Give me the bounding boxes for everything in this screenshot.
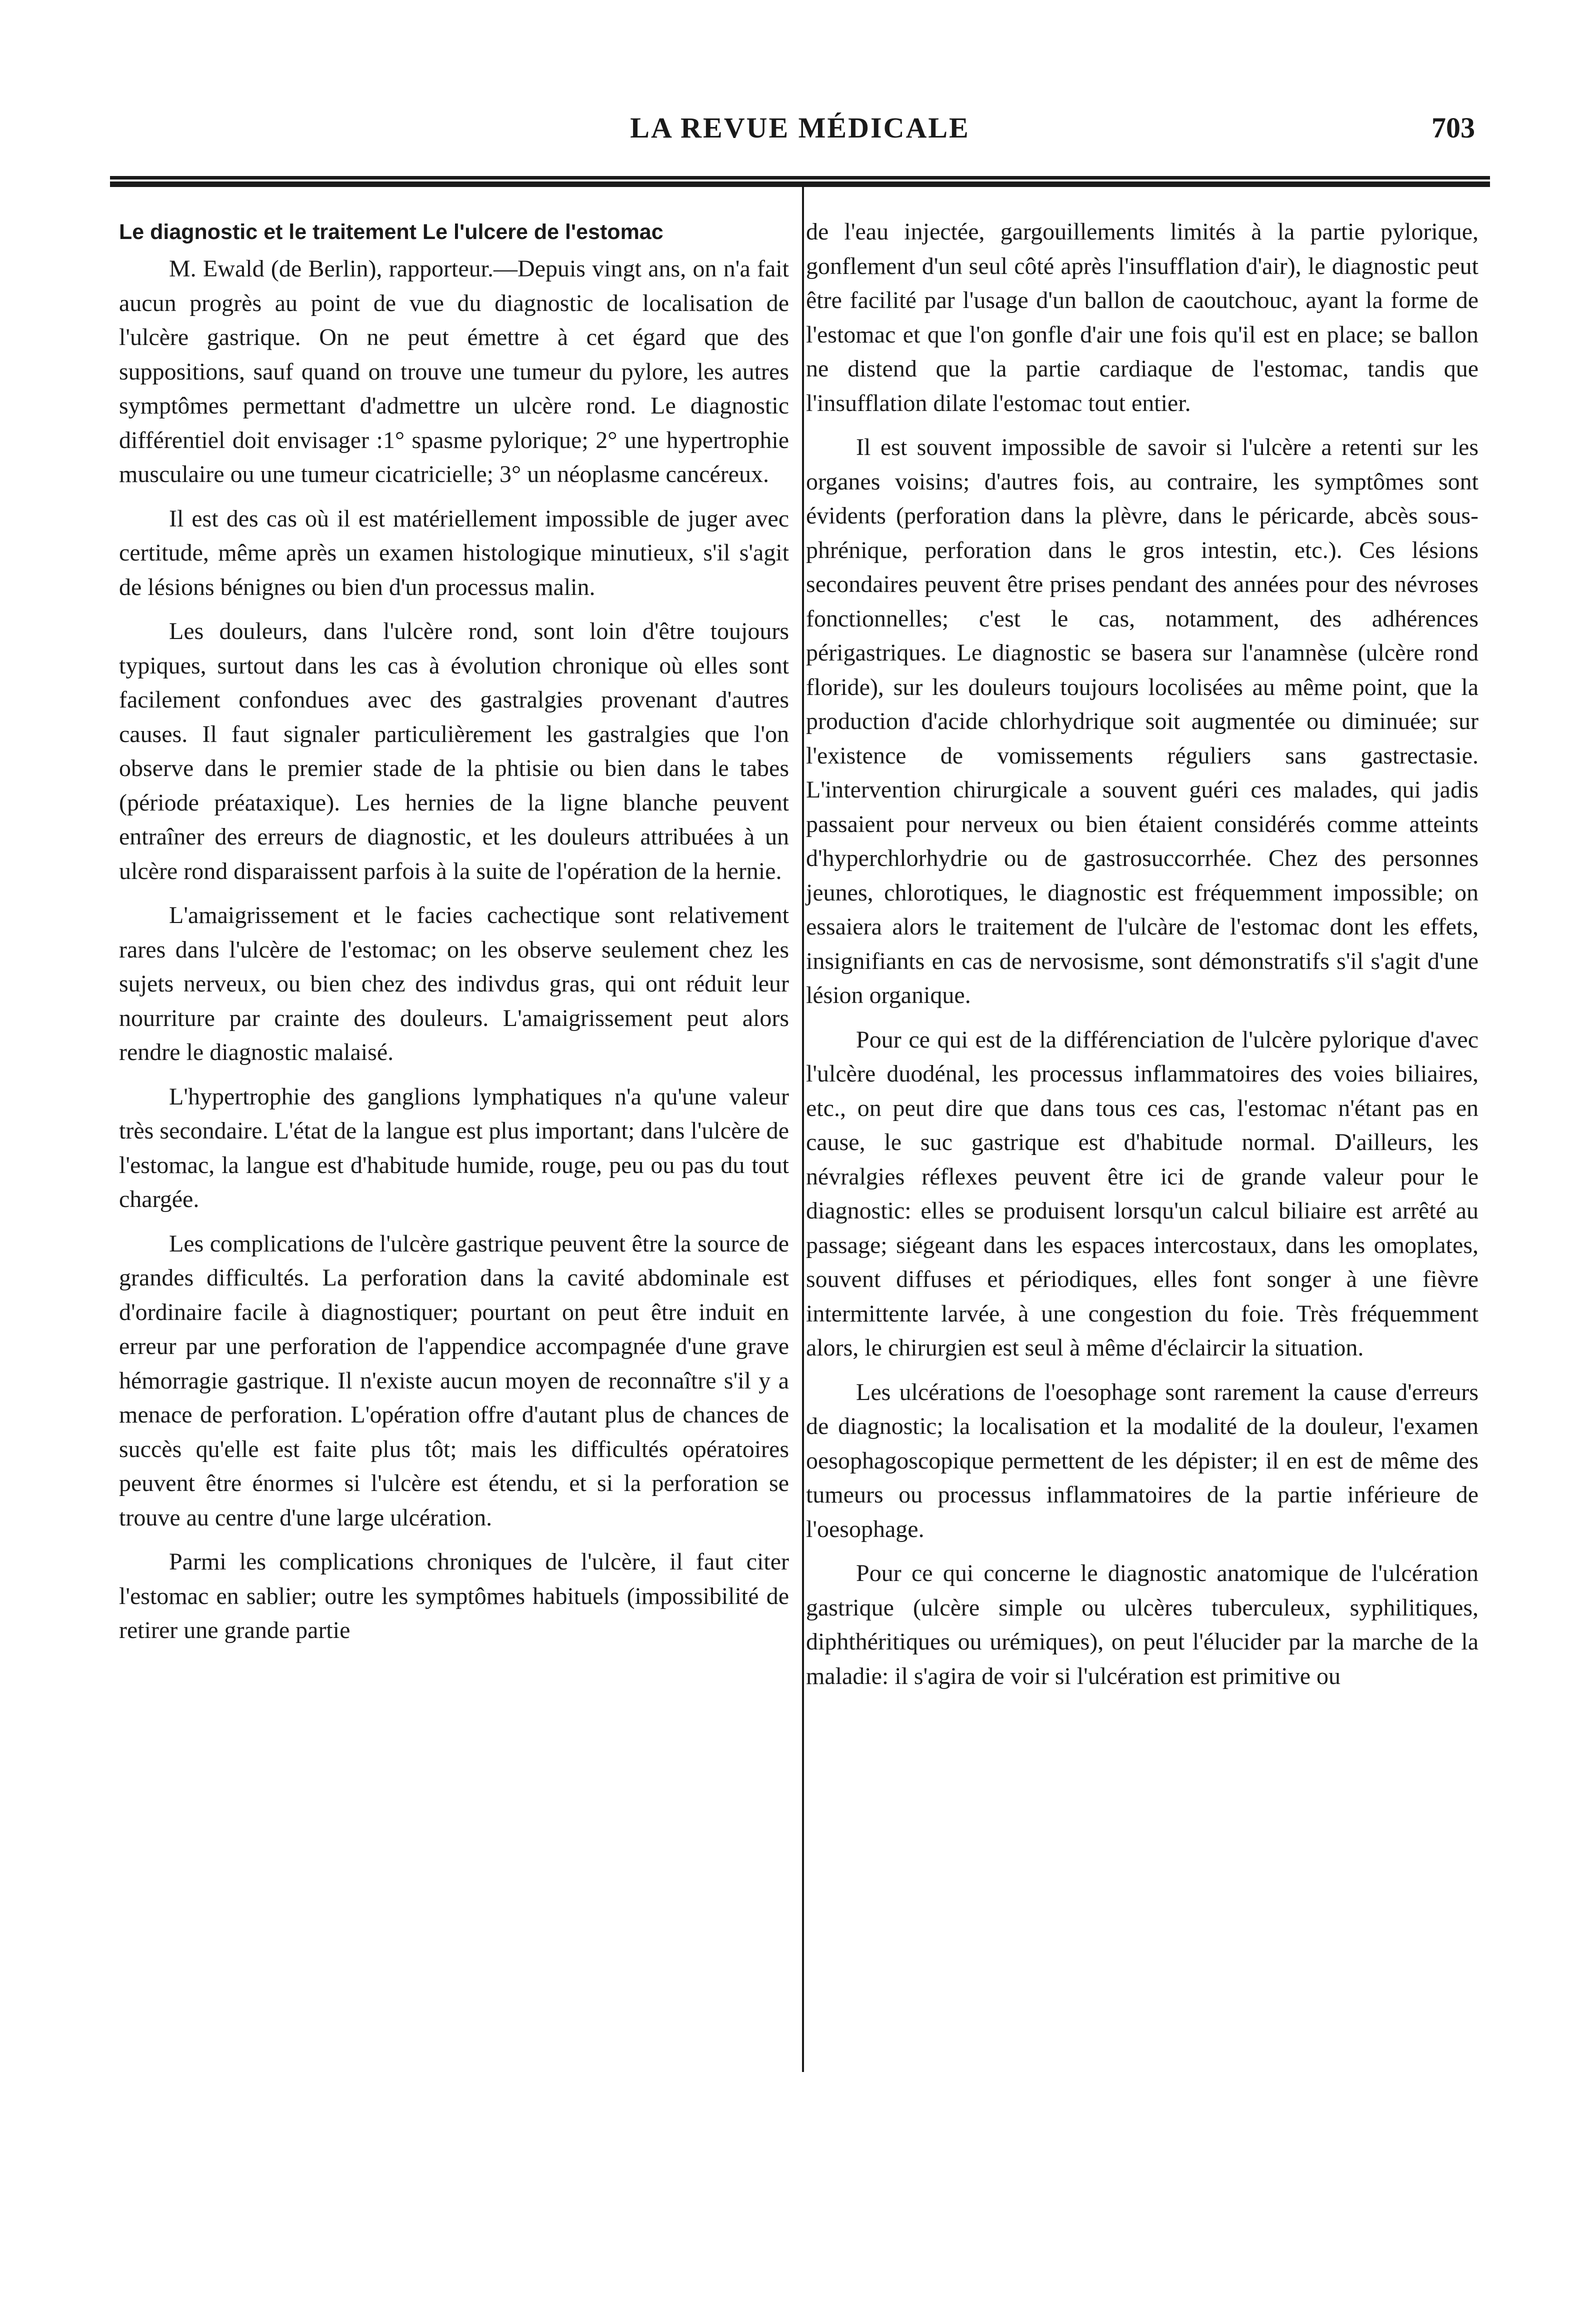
paragraph-continuation: de l'eau injectée, gargouillements limités à la partie pylorique, gonflement d'un seul côté après l'insufflation d'air), le diagnostic peut être facilité par l'usage d'un ballon de caoutchouc, ayant la forme de l'estomac et que l'on gonfle d'air une fois qu'il est en place; se ballon ne distend que la partie cardiaque de l'estomac, tandis que l'insufflation dilate l'estomac tout entier. [806,218,1478,416]
journal-title: LA REVUE MÉDICALE [630,112,970,144]
page-header [110,111,1490,151]
paragraph-hypertrophie: L'hypertrophie des ganglions lymphatiques n'a qu'une valeur très secondaire. L'état de la langue est plus important; dans l'ulcère de l'estomac, la langue est d'habitude humide, rouge, peu ou pas du tout chargée. [119,1083,789,1212]
right-column [806,215,1478,1694]
header-rule [110,176,1490,187]
section-heading: Le diagnostic et le traitement Le l'ulcere de l'estomac [119,220,664,244]
paragraph-oesophage: Les ulcérations de l'oesophage sont rarement la cause d'erreurs de diagnostic; la localisation et la modalité de la douleur, l'examen oesophagoscopique permettent de les dépister; il en est de même des tumeurs ou processus inflammatoires de la partie inférieure de l'oesophage. [806,1378,1478,1542]
paragraph-amaigrissement: L'amaigrissement et le facies cachectique sont relativement rares dans l'ulcère de l'estomac; on les observe seulement chez les sujets nerveux, ou bien chez des indivdus gras, qui ont réduit leur nourriture par crainte des douleurs. L'amaigrissement peut alors rendre le diagnostic malaisé. [119,902,789,1066]
page-number: 703 [1432,112,1475,144]
paragraph-ewald-intro: M. Ewald (de Berlin), rapporteur.—Depuis vingt ans, on n'a fait aucun progrès au point de vue du diagnostic de localisation de l'ulcère gastrique. On ne peut émettre à cet égard que des suppositions, sauf quand on trouve une tumeur du pylore, les autres symptômes permettant d'admettre un ulcère rond. Le diagnostic différentiel doit envisager :1° spasme pylorique; 2° une hypertrophie musculaire ou une tumeur cicatricielle; 3° un néoplasme cancéreux. [119,256,789,488]
paragraph-sablier: Parmi les complications chroniques de l'ulcère, il faut citer l'estomac en sablier; outre les symptômes habituels (impossibilité de retirer une grande partie [119,1548,789,1644]
paragraph-organes-voisins: Il est souvent impossible de savoir si l'ulcère a retenti sur les organes voisins; d'autres fois, au contraire, les symptômes sont évidents (perforation dans la plèvre, dans le péricarde, abcès sous-phrénique, perforation dans le gros intestin, etc.). Ces lésions secondaires peuvent être prises pendant des années pour des névroses fonctionnelles; c'est le cas, notamment, des adhérences périgastriques. Le diagnostic se basera sur l'anamnèse (ulcère rond floride), sur les douleurs toujours locolisées au même point, que la production d'acide chlorhydrique soit augmentée ou diminuée; sur l'existence de vomissements réguliers sans gastrectasie. L'intervention chirurgicale a souvent guéri ces malades, qui jadis passaient pour nerveux ou bien étaient considérés comme atteints d'hyperchlorhydrie ou de gastrosuccorrhée. Chez des personnes jeunes, chlorotiques, le diagnostic est fréquemment impossible; on essaiera alors le traitement de l'ulcàre de l'estomac dont les effets, insignifiants en cas de nervosisme, sont démonstratifs s'il s'agit d'une lésion organique. [806,434,1478,1008]
paragraph-diagnostic-anatomique: Pour ce qui concerne le diagnostic anatomique de l'ulcération gastrique (ulcère simple ou ulcères tuberculeux, syphilitiques, diphthéritiques ou urémiques), on peut l'élucider par la marche de la maladie: il s'agira de voir si l'ulcération est primitive ou [806,1560,1478,1690]
column-divider [802,187,804,2072]
paragraph-differenciation: Pour ce qui est de la différenciation de l'ulcère pylorique d'avec l'ulcère duodénal, les processus inflammatoires des voies biliaires, etc., on peut dire que dans tous ces cas, l'estomac n'étant pas en cause, le suc gastrique est d'habitude normal. D'ailleurs, les névralgies réflexes peuvent être ici de grande valeur pour le diagnostic: elles se produisent lorsqu'un calcul biliaire est arrêté au passage; siégeant dans les espaces intercostaux, dans les omoplates, souvent diffuses et périodiques, elles font songer à une fièvre intermittente larvée, à une congestion du foie. Très fréquemment alors, le chirurgien est seul à même d'éclaircir la situation. [806,1026,1478,1361]
paragraph-complications: Les complications de l'ulcère gastrique peuvent être la source de grandes difficultés. La perforation dans la cavité abdominale est d'ordinaire facile à diagnostiquer; pourtant on peut être induit en erreur par une perforation de l'appendice accompagnée d'une grave hémorragie gastrique. Il n'existe aucun moyen de reconnaître s'il y a menace de perforation. L'opération offre d'autant plus de chances de succès qu'elle est faite plus tôt; mais les difficultés opératoires peuvent être énormes si l'ulcère est étendu, et si la perforation se trouve au centre d'une large ulcération. [119,1230,789,1531]
left-column [119,215,789,1648]
paragraph-douleurs: Les douleurs, dans l'ulcère rond, sont loin d'être toujours typiques, surtout dans les cas à évolution chronique où elles sont facilement confondues avec des gastralgies provenant d'autres causes. Il faut signaler particulièrement les gastralgies que l'on observe dans le premier stade de la phtisie ou bien dans le tabes (période préataxique). Les hernies de la ligne blanche peuvent entraîner des erreurs de diagnostic, et les douleurs attribuées à un ulcère rond disparaissent parfois à la suite de l'opération de la hernie. [119,618,789,884]
paragraph-certitude: Il est des cas où il est matériellement impossible de juger avec certitude, même après un examen histologique minutieux, s'il s'agit de lésions bénignes ou bien d'un processus malin. [119,505,789,600]
